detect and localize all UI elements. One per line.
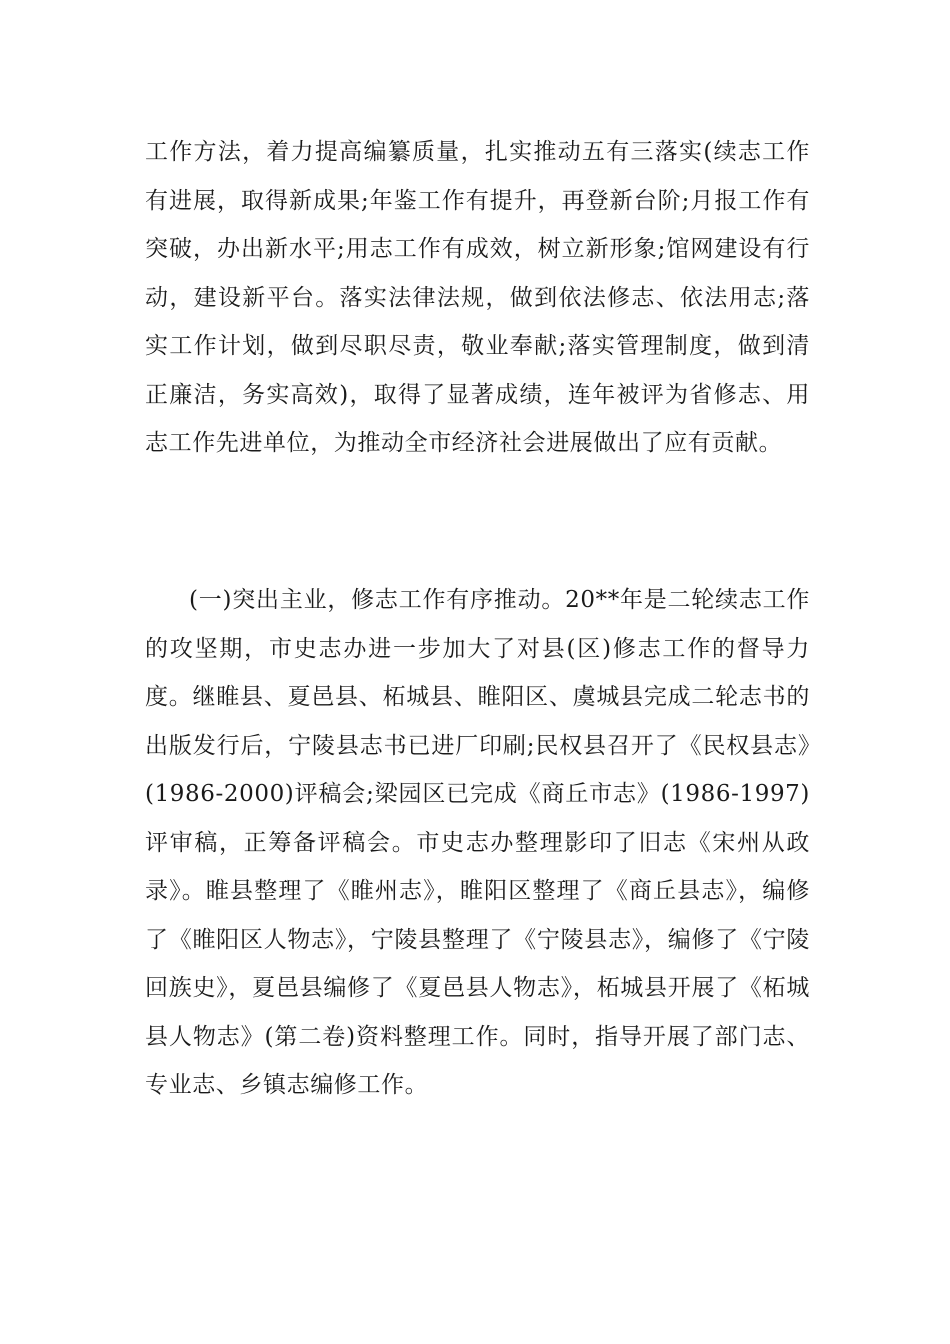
body-paragraph-1: 工作方法，着力提高编纂质量，扎实推动五有三落实(续志工作有进展，取得新成果;年鉴工作有提升，再登新台阶;月报工作有突破，办出新水平;用志工作有成效，树立新形象;馆网建设有行动，建设新平台。落实法律法规，做到依法修志、依法用志;落实工作计划，做到尽职尽责，敬业奉献;落实管理制度，做到清正廉洁，务实高效)，取得了显著成绩，连年被评为省修志、用志工作先进单位，为推动全市经济社会进展做出了应有贡献。 [145,139,810,456]
body-paragraph-2: (一)突出主业，修志工作有序推动。20**年是二轮续志工作的攻坚期，市史志办进一步加大了对县(区)修志工作的督导力度。继睢县、夏邑县、柘城县、睢阳区、虞城县完成二轮志书的出版发行后，宁陵县志书已进厂印刷;民权县召开了《民权县志》(1986-2000)评稿会;梁园区已完成《商丘市志》(1986-1997)评审稿，正筹备评稿会。市史志办整理影印了旧志《宋州从政录》。睢县整理了《睢州志》，睢阳区整理了《商丘县志》，编修了《睢阳区人物志》，宁陵县整理了《宁陵县志》，编修了《宁陵回族史》，夏邑县编修了《夏邑县人物志》，柘城县开展了《柘城县人物志》(第二卷)资料整理工作。同时，指导开展了部门志、专业志、乡镇志编修工作。 [145,587,810,1098]
